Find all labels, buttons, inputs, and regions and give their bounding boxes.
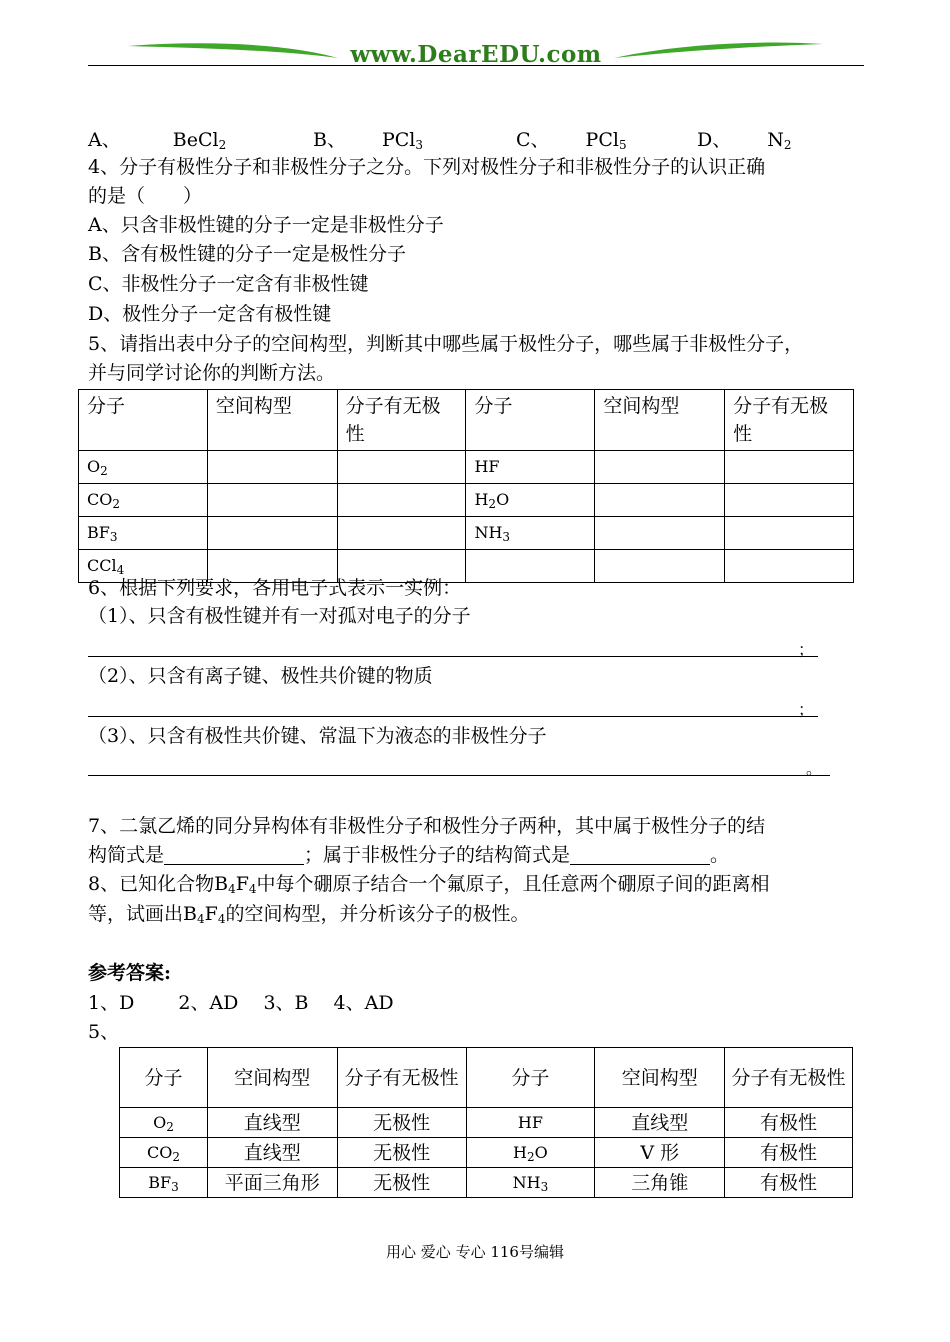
shape-cell: 直线型 <box>207 1108 337 1138</box>
header-molecule: 分子 <box>466 1048 595 1108</box>
q4-option-a: A、只含非极性键的分子一定是非极性分子 <box>88 214 444 236</box>
q6-item-2: （2）、只含有离子键、极性共价键的物质 <box>88 665 433 687</box>
header-shape: 空间构型 <box>595 390 725 451</box>
answer-cell[interactable] <box>207 451 337 484</box>
q8-line-2: 等，试画出$B_4F_4$的空间构型，并分析该分子的极性。 <box>88 903 530 926</box>
q5-stem-1: 5、请指出表中分子的空间构型，判断其中哪些属于极性分子，哪些属于非极性分子， <box>88 333 804 355</box>
answer-cell[interactable] <box>595 484 725 517</box>
header-polarity: 分子有无极性 <box>337 390 466 451</box>
table-header-row <box>120 1048 853 1108</box>
answer-cell[interactable] <box>725 484 854 517</box>
molecule-cell: CCl$_4$ <box>79 550 208 583</box>
semicolon: ； <box>798 640 815 659</box>
answer-cell[interactable] <box>337 451 466 484</box>
polarity-cell: 有极性 <box>725 1138 853 1168</box>
polarity-cell: 无极性 <box>337 1168 466 1198</box>
answers-title: 参考答案: <box>88 962 172 984</box>
q3-option-b: B、 PCl$_3$ <box>313 129 424 152</box>
q4-stem-2: 的是（ ） <box>88 185 203 207</box>
answer-line-3[interactable] <box>88 775 830 776</box>
q4-option-b: B、含有极性键的分子一定是极性分子 <box>88 243 406 265</box>
table-row <box>79 451 854 484</box>
header-molecule: 分子 <box>79 390 208 451</box>
molecule-cell: $NH_3$ <box>466 517 595 550</box>
site-name: www.DearEDU.com <box>350 41 602 68</box>
answers-line-2: 5、 <box>88 1021 120 1043</box>
q7-line-2: 构简式是 ；属于非极性分子的结构简式是 。 <box>88 844 730 866</box>
header-polarity: 分子有无极性 <box>725 390 854 451</box>
molecule-cell: $CO_2$ <box>120 1138 208 1168</box>
table-row <box>120 1108 853 1138</box>
answer-cell[interactable] <box>725 550 854 583</box>
answer-cell[interactable] <box>207 484 337 517</box>
table-row <box>79 484 854 517</box>
header-shape: 空间构型 <box>595 1048 725 1108</box>
answer-cell[interactable] <box>725 517 854 550</box>
q5-table <box>78 389 854 583</box>
answer-cell[interactable] <box>595 451 725 484</box>
answer-cell[interactable] <box>466 550 595 583</box>
table-row <box>79 517 854 550</box>
q6-item-3: （3）、只含有极性共价键、常温下为液态的非极性分子 <box>88 725 547 747</box>
header-shape: 空间构型 <box>207 390 337 451</box>
molecule-cell: $BF_3$ <box>79 517 208 550</box>
table-row <box>120 1168 853 1198</box>
shape-cell: 直线型 <box>207 1138 337 1168</box>
q6-stem: 6、根据下列要求，各用电子式表示一实例： <box>88 577 462 599</box>
fill-blank-nonpolar[interactable] <box>570 844 710 865</box>
molecule-cell: $BF_3$ <box>120 1168 208 1198</box>
q8-line-1: 8、已知化合物$B_4F_4$中每个硼原子结合一个氟原子，且任意两个硼原子间的距离相 <box>88 873 770 896</box>
answer-cell[interactable] <box>595 517 725 550</box>
header-divider <box>88 65 864 66</box>
molecule-cell: $O_2$ <box>79 451 208 484</box>
semicolon: ； <box>798 700 815 719</box>
molecule-cell: $CO_2$ <box>79 484 208 517</box>
molecule-cell: $NH_3$ <box>466 1168 595 1198</box>
table-header-row <box>79 390 854 451</box>
answer-line-2[interactable] <box>88 716 818 717</box>
header-polarity: 分子有无极性 <box>337 1048 466 1108</box>
q4-option-c: C、非极性分子一定含有非极性键 <box>88 273 369 295</box>
header-molecule: 分子 <box>466 390 595 451</box>
shape-cell: 平面三角形 <box>207 1168 337 1198</box>
answer-cell[interactable] <box>207 517 337 550</box>
polarity-cell: 有极性 <box>725 1108 853 1138</box>
answer-cell[interactable] <box>337 517 466 550</box>
period: 。 <box>806 759 823 778</box>
molecule-cell: $H_2O$ <box>466 484 595 517</box>
q4-option-d: D、极性分子一定含有极性键 <box>88 303 332 325</box>
answer-table <box>119 1047 853 1198</box>
header-molecule: 分子 <box>120 1048 208 1108</box>
q3-option-a: A、 BeCl$_2$ <box>88 129 227 152</box>
answers-line-1: 1、D 2、AD 3、B 4、AD <box>88 992 394 1014</box>
q3-option-d: D、 $N_2$ <box>697 129 792 152</box>
answer-line-1[interactable] <box>88 656 818 657</box>
fill-blank-polar[interactable] <box>164 844 304 865</box>
polarity-cell: 有极性 <box>725 1168 853 1198</box>
molecule-cell: $O_2$ <box>120 1108 208 1138</box>
q4-stem-1: 4、分子有极性分子和非极性分子之分。下列对极性分子和非极性分子的认识正确 <box>88 156 766 178</box>
q6-item-1: （1）、只含有极性键并有一对孤对电子的分子 <box>88 605 471 627</box>
molecule-cell: HF <box>466 1108 595 1138</box>
q7-line-1: 7、二氯乙烯的同分异构体有非极性分子和极性分子两种，其中属于极性分子的结 <box>88 815 766 837</box>
shape-cell: V 形 <box>595 1138 725 1168</box>
molecule-cell: $H_2O$ <box>466 1138 595 1168</box>
q5-stem-2: 并与同学讨论你的判断方法。 <box>88 362 336 384</box>
shape-cell: 直线型 <box>595 1108 725 1138</box>
polarity-cell: 无极性 <box>337 1138 466 1168</box>
answer-cell[interactable] <box>725 451 854 484</box>
answer-cell[interactable] <box>595 550 725 583</box>
q3-option-c: C、 PCl$_5$ <box>516 129 627 152</box>
shape-cell: 三角锥 <box>595 1168 725 1198</box>
header-polarity: 分子有无极性 <box>725 1048 853 1108</box>
header-shape: 空间构型 <box>207 1048 337 1108</box>
molecule-cell: HF <box>466 451 595 484</box>
page-footer: 用心 爱心 专心 116号编辑 <box>386 1243 564 1261</box>
polarity-cell: 无极性 <box>337 1108 466 1138</box>
answer-cell[interactable] <box>337 484 466 517</box>
table-row <box>120 1138 853 1168</box>
